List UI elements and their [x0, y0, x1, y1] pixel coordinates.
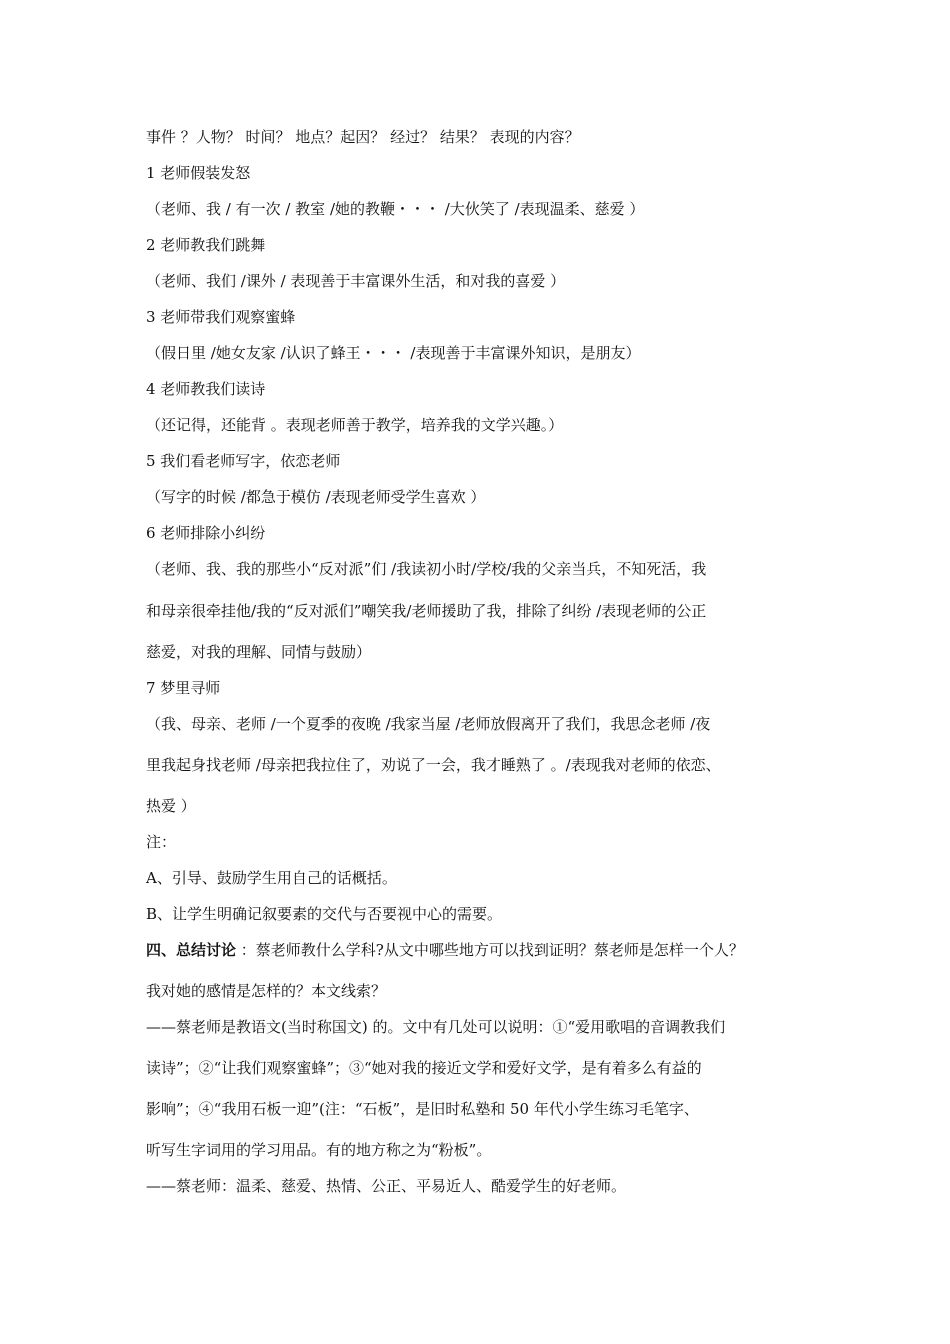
question-prompt: 事件 ？人物？ 时间？ 地点？起因？ 经过？ 结果？ 表现的内容？	[146, 128, 580, 146]
event-heading-5: 5 我们看老师写字，依恋老师	[146, 452, 341, 470]
event-detail-6-line1: （老师、我、我的那些小“反对派”们 /我读初小时/学校/我的父亲当兵，不知死活，我	[146, 560, 707, 578]
event-detail-1: （老师、我 / 有一次 / 教室 /她的教鞭・・・ /大伙笑了 /表现温柔、慈爱 ）	[146, 200, 645, 218]
event-detail-7-line1: （我、母亲、老师 /一个夏季的夜晚 /我家当屋 /老师放假离开了我们，我思念老师 /夜	[146, 715, 711, 733]
answer-1-line4: 听写生字词用的学习用品。有的地方称之为“粉板”。	[146, 1141, 492, 1159]
event-detail-4: （还记得，还能背 。表现老师善于教学，培养我的文学兴趣。）	[146, 416, 564, 434]
event-heading-6: 6 老师排除小纠纷	[146, 524, 266, 542]
note-a: A、引导、鼓励学生用自己的话概括。	[146, 869, 397, 887]
event-heading-4: 4 老师教我们读诗	[146, 380, 266, 398]
answer-2: ——蔡老师：温柔、慈爱、热情、公正、平易近人、酷爱学生的好老师。	[146, 1177, 627, 1195]
section-four	[146, 940, 744, 960]
answer-1-line1: ——蔡老师是教语文(当时称国文) 的。文中有几处可以说明：①“爱用歌唱的音调教我们	[146, 1018, 726, 1036]
event-heading-1: 1 老师假装发怒	[146, 164, 251, 182]
event-heading-3: 3 老师带我们观察蜜蜂	[146, 308, 296, 326]
event-detail-7-line3: 热爱 ）	[146, 797, 196, 815]
section-four-question: ：蔡老师教什么学科?从文中哪些地方可以找到证明？蔡老师是怎样一个人？	[240, 941, 744, 959]
answer-1-line2: 读诗”；②“让我们观察蜜蜂”；③“她对我的接近文学和爱好文学，是有着多么有益的	[146, 1059, 702, 1077]
event-detail-7-line2: 里我起身找老师 /母亲把我拉住了，劝说了一会，我才睡熟了 。/表现我对老师的依恋、	[146, 756, 721, 774]
section-four-heading: 四、总结讨论	[146, 941, 237, 959]
event-detail-2: （老师、我们 /课外 / 表现善于丰富课外生活，和对我的喜爱 ）	[146, 272, 566, 290]
event-detail-6-line2: 和母亲很牵挂他/我的“反对派们”嘲笑我/老师援助了我，排除了纠纷 /表现老师的公正	[146, 602, 707, 620]
event-heading-2: 2 老师教我们跳舞	[146, 236, 266, 254]
event-detail-3: （假日里 /她女友家 /认识了蜂王・・・ /表现善于丰富课外知识，是朋友）	[146, 344, 641, 362]
note-label: 注：	[146, 833, 177, 851]
section-four-question-cont: 我对她的感情是怎样的？本文线索？	[146, 982, 387, 1000]
note-b: B、让学生明确记叙要素的交代与否要视中心的需要。	[146, 905, 503, 923]
answer-1-line3: 影响”；④“我用石板一迎”(注：“石板”，是旧时私塾和 50 年代小学生练习毛笔字、	[146, 1100, 699, 1118]
event-heading-7: 7 梦里寻师	[146, 679, 221, 697]
event-detail-5: （写字的时候 /都急于模仿 /表现老师受学生喜欢 ）	[146, 488, 486, 506]
event-detail-6-line3: 慈爱，对我的理解、同情与鼓励）	[146, 643, 372, 661]
